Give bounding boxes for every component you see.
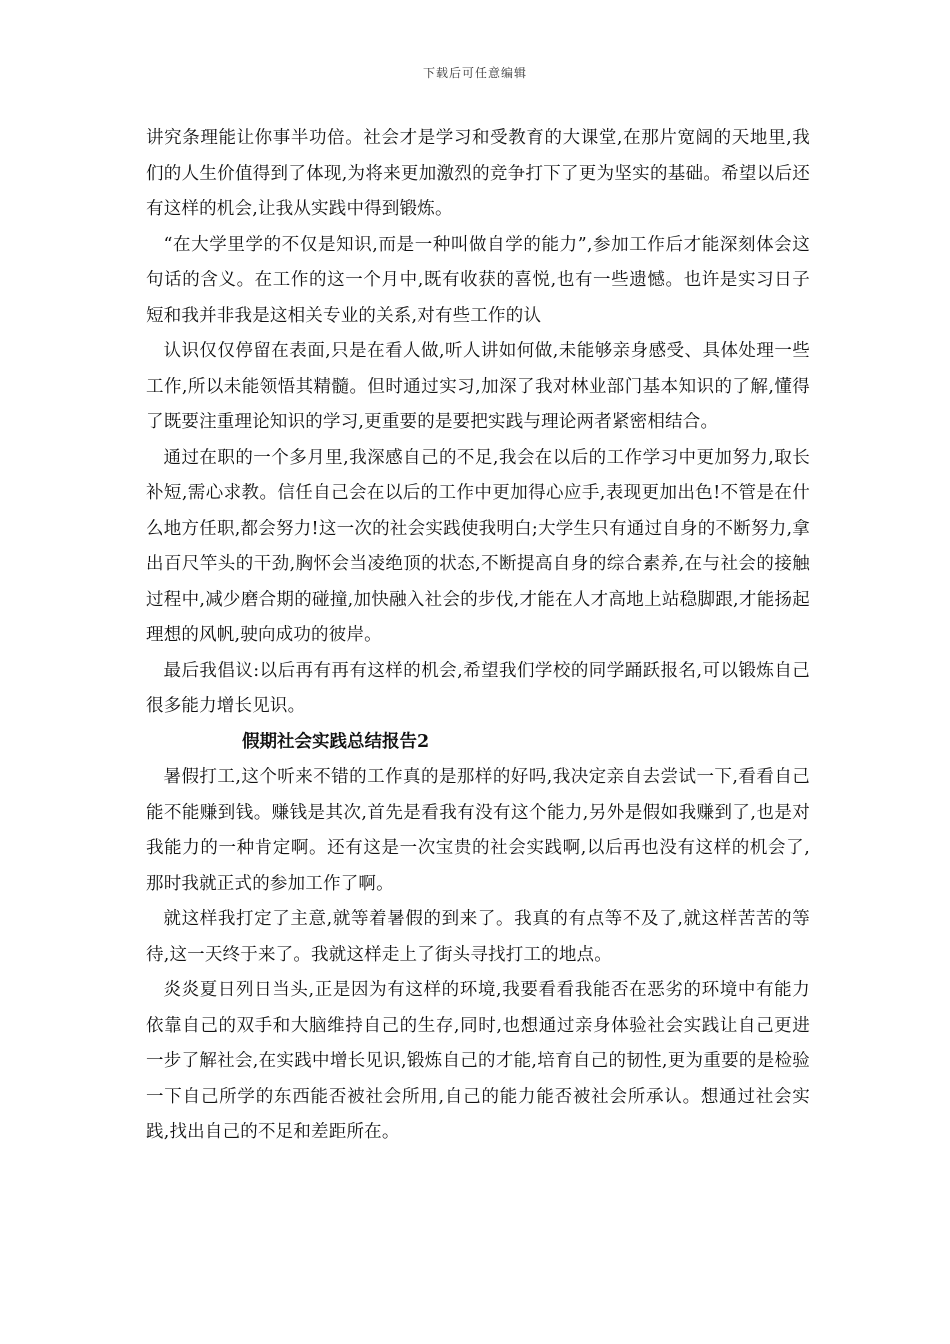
paragraph-3: 认识仅仅停留在表面,只是在看人做,听人讲如何做,未能够亲身感受、具体处理一些工作,所以未能领悟其精髓。但时通过实习,加深了我对林业部门基本知识的了解,懂得了既要注重理论知识的学习,更重要的是要把实践与理论两者紧密相结合。	[146, 341, 810, 432]
paragraph-2: “在大学里学的不仅是知识,而是一种叫做自学的能力”,参加工作后才能深刻体会这句话的含义。在工作的这一个月中,既有收获的喜悦,也有一些遗憾。也许是实习日子短和我并非我是这相关专业的关系,对有些工作的认	[146, 234, 810, 326]
paragraph-6: 暑假打工,这个听来不错的工作真的是那样的好吗,我决定亲自去尝试一下,看看自己能不能赚到钱。赚钱是其次,首先是看我有没有这个能力,另外是假如我赚到了,也是对我能力的一种肯定啊。还有这是一次宝贵的社会实践啊,以后再也没有这样的机会了,那时我就正式的参加工作了啊。	[146, 767, 810, 894]
paragraph-1: 讲究条理能让你事半功倍。社会才是学习和受教育的大课堂,在那片宽阔的天地里,我们的人生价值得到了体现,为将来更加激烈的竞争打下了更为坚实的基础。希望以后还有这样的机会,让我从实践中得到锻炼。	[146, 128, 810, 219]
section-title: 假期社会实践总结报告2	[242, 731, 430, 752]
paragraph-8: 炎炎夏日列日当头,正是因为有这样的环境,我要看看我能否在恶劣的环境中有能力依靠自己的双手和大脑维持自己的生存,同时,也想通过亲身体验社会实践让自己更进一步了解社会,在实践中增长见识,锻炼自己的才能,培育自己的韧性,更为重要的是检验一下自己所学的东西能否被社会所用,自己的能力能否被社会所承认。想通过社会实践,找出自己的不足和差距所在。	[146, 980, 810, 1142]
paragraph-5: 最后我倡议:以后再有再有这样的机会,希望我们学校的同学踊跃报名,可以锻炼自己很多能力增长见识。	[146, 660, 810, 716]
paragraph-4: 通过在职的一个多月里,我深感自己的不足,我会在以后的工作学习中更加努力,取长补短,需心求教。信任自己会在以后的工作中更加得心应手,表现更加出色!不管是在什么地方任职,都会努力!这一次的社会实践使我明白;大学生只有通过自身的不断努力,拿出百尺竿头的干劲,胸怀会当凌绝顶的状态,不断提高自身的综合素养,在与社会的接触过程中,减少磨合期的碰撞,加快融入社会的步伐,才能在人才高地上站稳脚跟,才能扬起理想的风帆,驶向成功的彼岸。	[146, 447, 810, 645]
paragraph-7: 就这样我打定了主意,就等着暑假的到来了。我真的有点等不及了,就这样苦苦的等待,这一天终于来了。我就这样走上了街头寻找打工的地点。	[146, 909, 810, 965]
page-header: 下载后可任意编辑	[422, 66, 527, 80]
document-body	[146, 121, 810, 1151]
